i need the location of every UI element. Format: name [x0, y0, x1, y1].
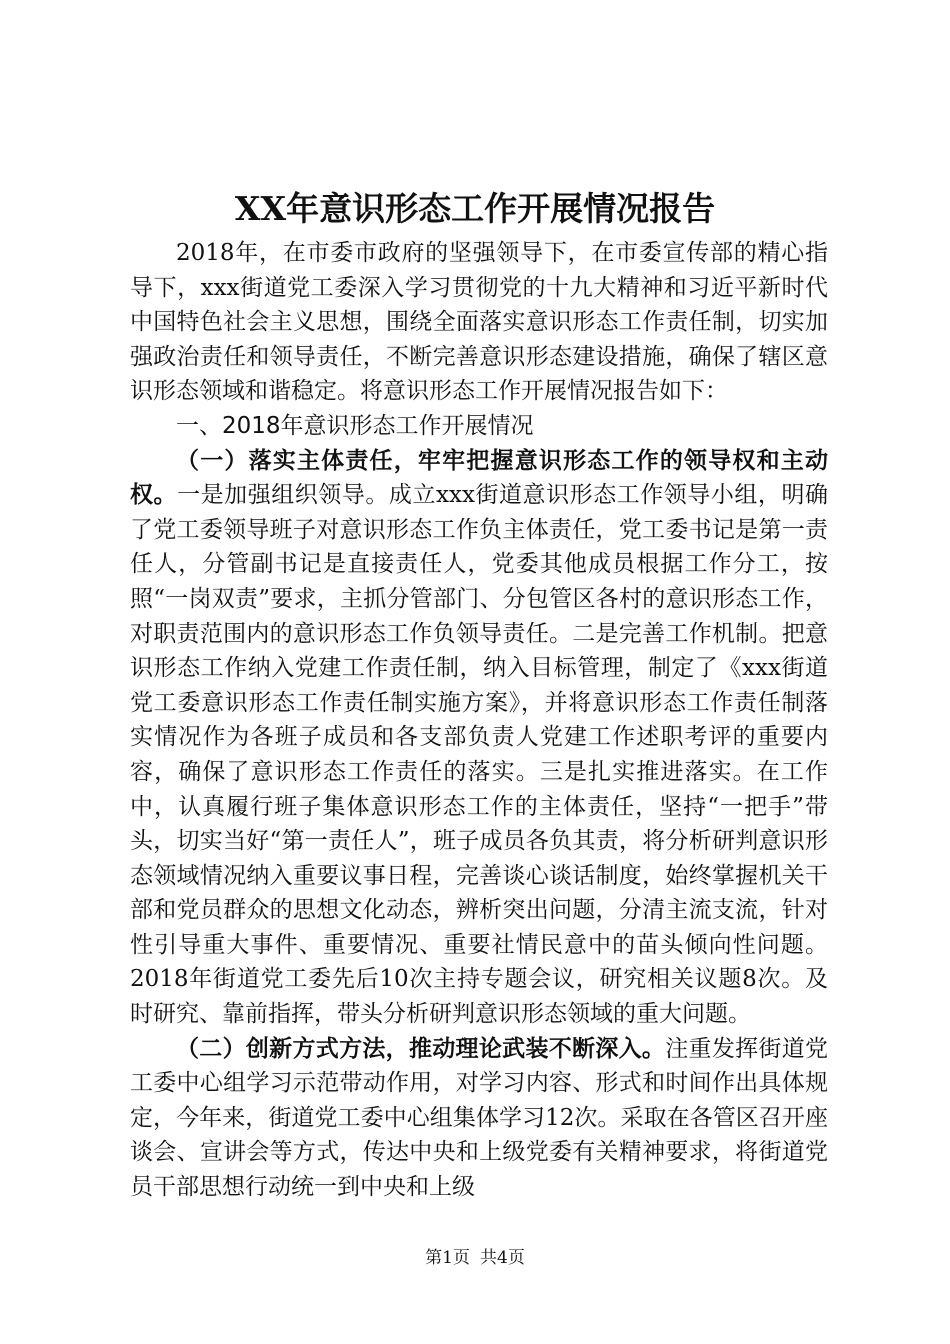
item-1-body: 一是加强组织领导。成立xxx街道意识形态工作领导小组，明确了党工委领导班子对意识形态工作负主体责任，党工委书记是第一责任人，分管副书记是直接责任人，党委其他成员根据工作分工，按照“一岗双责”要求，主抓分管部门、分包管区各村的意识形态工作，对职责范围内的意识形态工作负领导责任。二是完善工作机制。把意识形态工作纳入党建工作责任制，纳入目标管理，制定了《xxx街道党工委意识形态工作责任制实施方案》，并将意识形态工作责任制落实情况作为各班子成员和各支部负责人党建工作述职考评的重要内容，确保了意识形态工作责任的落实。三是扎实推进落实。在工作中，认真履行班子集体意识形态工作的主体责任，坚持“一把手”带头，切实当好“第一责任人”，班子成员各负其责，将分析研判意识形态领域情况纳入重要议事日程，完善谈心谈话制度，始终掌握机关干部和党员群众的思想文化动态，辨析突出问题，分清主流支流，针对性引导重大事件、重要情况、重要社情民意中的苗头倾向性问题。2018年街道党工委先后10次主持专题会议，研究相关议题8次。及时研究、靠前指挥，带头分析研判意识形态领域的重大问题。	[130, 482, 828, 1028]
document-title: XX年意识形态工作开展情况报告	[234, 189, 716, 228]
section-heading: 一、2018年意识形态工作开展情况	[176, 412, 534, 439]
item-2-body: 注重发挥街道党工委中心组学习示范带动作用，对学习内容、形式和时间作出具体规定，今年来，街道党工委中心组集体学习12次。采取在各管区召开座谈会、宣讲会等方式，传达中央和上级党委有关精神要求，将街道党员干部思想行动统一到中央和上级	[130, 1035, 829, 1201]
item-1-paragraph	[130, 444, 828, 1032]
page-total: 共4页	[480, 1248, 525, 1268]
page-number: 第1页	[425, 1248, 470, 1268]
item-2-lead: （二）创新方式方法，推动理论武装不断深入。	[176, 1035, 666, 1062]
item-2-paragraph	[130, 1032, 828, 1205]
page-footer	[0, 1246, 950, 1270]
item-1-lead: （一）落实主体责任，牢牢把握意识形态工作的领导权和主动权。	[130, 447, 828, 509]
intro-paragraph: 2018年，在市委市政府的坚强领导下，在市委宣传部的精心指导下，xxx街道党工委深入学习贯彻党的十九大精神和习近平新时代中国特色社会主义思想，围绕全面落实意识形态工作责任制，切实加强政治责任和领导责任，不断完善意识形态建设措施，确保了辖区意识形态领域和谐稳定。将意识形态工作开展情况报告如下：	[130, 240, 828, 405]
document-body	[130, 236, 828, 1205]
